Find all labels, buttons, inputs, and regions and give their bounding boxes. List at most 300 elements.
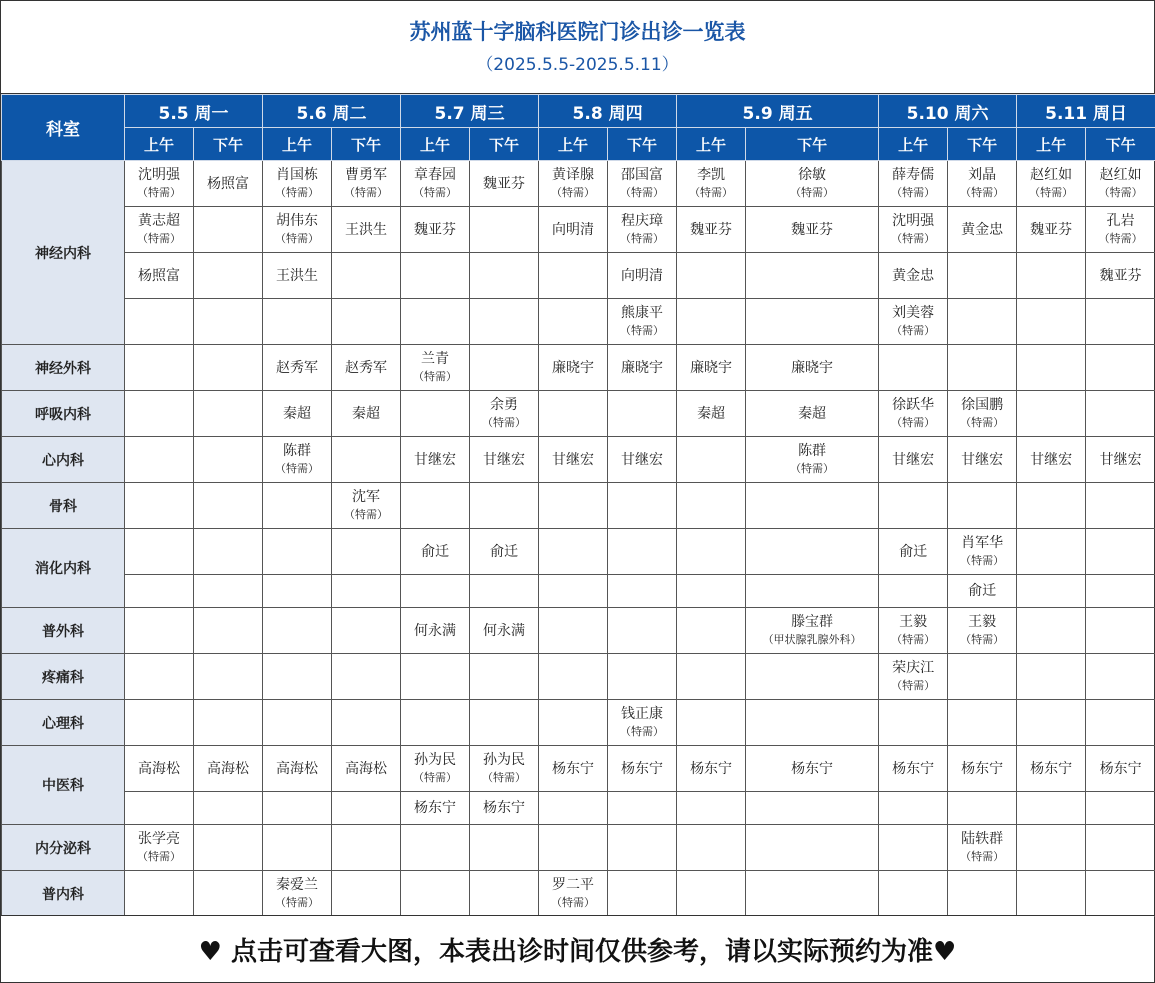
doctor-name: 李凯 xyxy=(697,167,726,183)
schedule-cell xyxy=(125,253,194,299)
doctor-name: 廉晓宇 xyxy=(621,359,664,376)
schedule-cell xyxy=(948,437,1017,483)
schedule-cell xyxy=(608,253,677,299)
department-name: 神经内科 xyxy=(2,161,125,345)
period-header-pm: 下午 xyxy=(1086,128,1155,161)
schedule-cell xyxy=(879,871,948,917)
schedule-cell xyxy=(332,792,401,825)
schedule-cell xyxy=(677,608,746,654)
clinic-type-note: （特需） xyxy=(413,771,458,784)
schedule-cell xyxy=(677,345,746,391)
schedule-cell xyxy=(539,391,608,437)
schedule-cell xyxy=(746,391,879,437)
doctor-name: 甘继宏 xyxy=(414,451,457,468)
schedule-cell xyxy=(677,253,746,299)
clinic-type-note: （特需） xyxy=(891,324,936,337)
period-header-pm: 下午 xyxy=(470,128,539,161)
schedule-cell xyxy=(263,299,332,345)
schedule-cell xyxy=(401,391,470,437)
clinic-type-note: （特需） xyxy=(960,416,1005,429)
schedule-cell xyxy=(332,437,401,483)
clinic-type-note: （特需） xyxy=(891,186,936,199)
schedule-cell xyxy=(1017,391,1086,437)
schedule-cell xyxy=(677,792,746,825)
doctor-name: 何永满 xyxy=(414,622,457,639)
schedule-cell xyxy=(194,437,263,483)
schedule-cell xyxy=(539,207,608,253)
table-row xyxy=(2,299,1155,345)
schedule-cell xyxy=(401,253,470,299)
schedule-cell xyxy=(125,207,194,253)
doctor-name: 曹勇军 xyxy=(345,167,388,183)
schedule-cell xyxy=(125,345,194,391)
schedule-cell xyxy=(1086,792,1155,825)
schedule-cell xyxy=(879,391,948,437)
schedule-cell xyxy=(1017,575,1086,608)
schedule-cell xyxy=(263,483,332,529)
schedule-cell xyxy=(677,207,746,253)
schedule-cell xyxy=(1086,299,1155,345)
schedule-cell xyxy=(194,345,263,391)
schedule-cell xyxy=(539,700,608,746)
schedule-cell xyxy=(125,871,194,917)
schedule-table xyxy=(1,94,1155,917)
doctor-name: 杨照富 xyxy=(138,267,180,284)
schedule-cell xyxy=(194,746,263,792)
schedule-cell xyxy=(677,654,746,700)
doctor-name: 黄译腺 xyxy=(552,167,595,183)
schedule-cell xyxy=(1086,654,1155,700)
doctor-name: 魏亚芬 xyxy=(690,221,733,238)
schedule-cell xyxy=(1086,345,1155,391)
table-row xyxy=(2,608,1155,654)
schedule-cell xyxy=(1086,746,1155,792)
schedule-cell xyxy=(1086,529,1155,575)
doctor-name: 廉晓宇 xyxy=(690,359,733,376)
department-name: 中医科 xyxy=(2,746,125,825)
schedule-cell xyxy=(263,345,332,391)
schedule-cell xyxy=(470,207,539,253)
doctor-name: 程庆璋 xyxy=(621,213,664,229)
schedule-cell xyxy=(1017,437,1086,483)
schedule-cell xyxy=(879,608,948,654)
schedule-cell xyxy=(608,700,677,746)
schedule-cell xyxy=(470,746,539,792)
schedule-cell xyxy=(194,792,263,825)
clinic-type-note: （特需） xyxy=(790,186,835,199)
schedule-cell xyxy=(948,253,1017,299)
schedule-cell xyxy=(539,654,608,700)
schedule-cell xyxy=(470,437,539,483)
doctor-name: 秦超 xyxy=(352,405,381,422)
doctor-name: 刘晶 xyxy=(968,167,997,183)
day-header: 5.5 周一 xyxy=(125,95,263,128)
doctor-name: 黄金忠 xyxy=(961,221,1004,238)
table-row xyxy=(2,483,1155,529)
schedule-cell xyxy=(677,299,746,345)
schedule-cell xyxy=(746,161,879,207)
schedule-cell xyxy=(746,207,879,253)
schedule-cell xyxy=(539,299,608,345)
clinic-type-note: （特需） xyxy=(275,462,320,475)
doctor-name: 杨东宁 xyxy=(414,800,457,816)
schedule-cell xyxy=(332,529,401,575)
doctor-name: 杨东宁 xyxy=(892,760,935,777)
schedule-cell xyxy=(332,654,401,700)
schedule-cell xyxy=(948,345,1017,391)
clinic-type-note: （特需） xyxy=(1098,186,1143,199)
schedule-cell xyxy=(263,871,332,917)
doctor-name: 王毅 xyxy=(968,614,997,630)
clinic-type-note: （特需） xyxy=(620,186,665,199)
schedule-cell xyxy=(948,700,1017,746)
schedule-cell xyxy=(470,529,539,575)
table-row xyxy=(2,207,1155,253)
schedule-cell xyxy=(263,437,332,483)
schedule-cell xyxy=(401,654,470,700)
schedule-cell xyxy=(746,345,879,391)
doctor-name: 秦爱兰 xyxy=(276,877,319,893)
schedule-cell xyxy=(1086,608,1155,654)
doctor-name: 熊康平 xyxy=(621,305,664,321)
doctor-name: 杨东宁 xyxy=(483,800,526,816)
schedule-cell xyxy=(332,207,401,253)
schedule-cell xyxy=(608,654,677,700)
doctor-name: 赵秀军 xyxy=(276,359,319,376)
clinic-type-note: （特需） xyxy=(344,186,389,199)
schedule-cell xyxy=(879,700,948,746)
schedule-cell xyxy=(470,700,539,746)
schedule-cell xyxy=(1017,529,1086,575)
schedule-cell xyxy=(194,483,263,529)
doctor-name: 高海松 xyxy=(345,760,388,777)
schedule-cell xyxy=(125,608,194,654)
doctor-name: 沈明强 xyxy=(138,167,180,183)
doctor-name: 魏亚芬 xyxy=(1030,221,1073,238)
doctor-name: 陆轶群 xyxy=(961,831,1004,847)
period-header-am: 上午 xyxy=(263,128,332,161)
period-header-pm: 下午 xyxy=(608,128,677,161)
schedule-cell xyxy=(332,575,401,608)
doctor-name: 孙为民 xyxy=(414,752,457,768)
table-row xyxy=(2,575,1155,608)
schedule-cell xyxy=(1017,253,1086,299)
schedule-cell xyxy=(470,871,539,917)
schedule-cell xyxy=(1017,792,1086,825)
schedule-cell xyxy=(539,345,608,391)
clinic-type-note: （特需） xyxy=(551,186,596,199)
doctor-name: 荣庆江 xyxy=(892,660,935,676)
schedule-cell xyxy=(1086,825,1155,871)
doctor-name: 魏亚芬 xyxy=(791,221,834,238)
period-header-pm: 下午 xyxy=(948,128,1017,161)
schedule-cell xyxy=(677,746,746,792)
schedule-cell xyxy=(1017,746,1086,792)
schedule-cell xyxy=(608,746,677,792)
clinic-type-note: （特需） xyxy=(137,186,181,199)
day-header: 5.11 周日 xyxy=(1017,95,1155,128)
day-header: 5.6 周二 xyxy=(263,95,401,128)
schedule-cell xyxy=(263,654,332,700)
doctor-name: 甘继宏 xyxy=(483,451,526,468)
table-row xyxy=(2,391,1155,437)
schedule-cell xyxy=(608,575,677,608)
schedule-cell xyxy=(1086,161,1155,207)
schedule-cell xyxy=(263,825,332,871)
schedule-cell xyxy=(879,792,948,825)
schedule-cell xyxy=(125,792,194,825)
table-row xyxy=(2,746,1155,792)
schedule-cell xyxy=(332,871,401,917)
schedule-cell xyxy=(401,207,470,253)
schedule-cell xyxy=(608,871,677,917)
period-header-am: 上午 xyxy=(539,128,608,161)
table-row xyxy=(2,871,1155,917)
doctor-name: 罗二平 xyxy=(552,877,595,893)
table-row xyxy=(2,529,1155,575)
schedule-cell xyxy=(1017,608,1086,654)
schedule-cell xyxy=(332,253,401,299)
schedule-cell xyxy=(746,825,879,871)
schedule-cell xyxy=(332,391,401,437)
schedule-cell xyxy=(746,700,879,746)
schedule-cell xyxy=(746,253,879,299)
doctor-name: 赵红如 xyxy=(1030,167,1073,183)
schedule-cell xyxy=(125,437,194,483)
clinic-type-note: （特需） xyxy=(275,232,320,245)
schedule-cell xyxy=(194,654,263,700)
doctor-name: 肖军华 xyxy=(961,535,1004,551)
clinic-type-note: （特需） xyxy=(891,416,936,429)
schedule-cell xyxy=(539,871,608,917)
doctor-name: 徐国鹏 xyxy=(961,397,1004,413)
clinic-type-note: （特需） xyxy=(960,554,1005,567)
schedule-cell xyxy=(948,575,1017,608)
schedule-cell xyxy=(879,299,948,345)
schedule-cell xyxy=(401,437,470,483)
schedule-cell xyxy=(948,825,1017,871)
schedule-cell xyxy=(677,161,746,207)
schedule-cell xyxy=(948,207,1017,253)
schedule-cell xyxy=(401,792,470,825)
schedule-cell xyxy=(470,253,539,299)
doctor-name: 赵红如 xyxy=(1099,167,1142,183)
table-row xyxy=(2,437,1155,483)
schedule-cell xyxy=(263,608,332,654)
clinic-type-note: （特需） xyxy=(275,186,320,199)
doctor-name: 魏亚芬 xyxy=(414,221,457,238)
schedule-cell xyxy=(194,700,263,746)
schedule-cell xyxy=(401,483,470,529)
schedule-cell xyxy=(1086,437,1155,483)
doctor-name: 余勇 xyxy=(490,397,519,413)
schedule-cell xyxy=(125,825,194,871)
schedule-cell xyxy=(539,529,608,575)
department-name: 内分泌科 xyxy=(2,825,125,871)
doctor-name: 张学亮 xyxy=(138,831,180,847)
schedule-cell xyxy=(677,825,746,871)
schedule-cell xyxy=(677,391,746,437)
schedule-cell xyxy=(263,792,332,825)
clinic-type-note: （特需） xyxy=(413,370,458,383)
doctor-name: 俞迁 xyxy=(490,543,519,560)
doctor-name: 胡伟东 xyxy=(276,213,319,229)
doctor-name: 肖国栋 xyxy=(276,167,319,183)
schedule-cell xyxy=(332,483,401,529)
clinic-type-note: （特需） xyxy=(620,232,665,245)
doctor-name: 钱正康 xyxy=(621,706,664,722)
schedule-cell xyxy=(1017,483,1086,529)
footer-notice[interactable]: ♥ 点击可查看大图，本表出诊时间仅供参考，请以实际预约为准♥ xyxy=(1,915,1154,982)
clinic-type-note: （特需） xyxy=(620,725,665,738)
schedule-cell xyxy=(948,608,1017,654)
doctor-name: 甘继宏 xyxy=(1030,451,1073,468)
doctor-name: 薛寿儒 xyxy=(892,167,935,183)
doctor-name: 甘继宏 xyxy=(892,451,935,468)
schedule-cell xyxy=(539,253,608,299)
doctor-name: 孔岩 xyxy=(1106,213,1135,229)
schedule-cell xyxy=(539,161,608,207)
schedule-cell xyxy=(470,792,539,825)
schedule-cell xyxy=(539,483,608,529)
period-header-pm: 下午 xyxy=(746,128,879,161)
schedule-cell xyxy=(608,345,677,391)
table-row xyxy=(2,345,1155,391)
schedule-cell xyxy=(194,871,263,917)
clinic-type-note: （特需） xyxy=(960,633,1005,646)
doctor-name: 俞迁 xyxy=(968,583,997,599)
period-header-am: 上午 xyxy=(1017,128,1086,161)
schedule-cell xyxy=(746,871,879,917)
doctor-name: 刘美蓉 xyxy=(892,305,935,321)
schedule-cell xyxy=(948,654,1017,700)
schedule-cell xyxy=(948,161,1017,207)
doctor-name: 徐敏 xyxy=(798,167,827,183)
period-header-pm: 下午 xyxy=(332,128,401,161)
schedule-cell xyxy=(332,299,401,345)
schedule-cell xyxy=(539,792,608,825)
schedule-cell xyxy=(608,529,677,575)
schedule-cell xyxy=(677,483,746,529)
schedule-cell xyxy=(194,608,263,654)
schedule-cell xyxy=(263,575,332,608)
schedule-cell xyxy=(125,575,194,608)
department-name: 疼痛科 xyxy=(2,654,125,700)
schedule-cell xyxy=(948,871,1017,917)
schedule-cell xyxy=(948,299,1017,345)
schedule-cell xyxy=(879,746,948,792)
doctor-name: 高海松 xyxy=(276,760,319,777)
schedule-cell xyxy=(1017,825,1086,871)
schedule-cell xyxy=(1017,299,1086,345)
clinic-type-note: （特需） xyxy=(891,232,936,245)
doctor-name: 向明清 xyxy=(552,221,595,238)
schedule-cell xyxy=(1086,207,1155,253)
schedule-cell xyxy=(263,746,332,792)
clinic-type-note: （特需） xyxy=(620,324,665,337)
doctor-name: 俞迁 xyxy=(899,543,928,560)
clinic-type-note: （特需） xyxy=(689,186,734,199)
schedule-cell xyxy=(746,299,879,345)
schedule-cell xyxy=(1086,575,1155,608)
doctor-name: 秦超 xyxy=(798,405,827,422)
schedule-cell xyxy=(401,299,470,345)
schedule-cell xyxy=(539,608,608,654)
period-header-am: 上午 xyxy=(401,128,470,161)
schedule-cell xyxy=(263,391,332,437)
doctor-name: 向明清 xyxy=(621,267,664,284)
day-header: 5.10 周六 xyxy=(879,95,1017,128)
dept-column-header: 科室 xyxy=(2,95,125,161)
doctor-name: 甘继宏 xyxy=(552,451,595,468)
schedule-cell xyxy=(263,253,332,299)
doctor-name: 甘继宏 xyxy=(621,451,664,468)
schedule-cell xyxy=(948,391,1017,437)
schedule-cell xyxy=(879,529,948,575)
schedule-cell xyxy=(608,608,677,654)
schedule-cell xyxy=(470,391,539,437)
schedule-cell xyxy=(263,207,332,253)
doctor-name: 杨东宁 xyxy=(1030,760,1073,777)
clinic-type-note: （特需） xyxy=(413,186,458,199)
doctor-name: 杨东宁 xyxy=(961,760,1004,777)
date-range: （2025.5.5-2025.5.11） xyxy=(476,55,679,75)
schedule-cell xyxy=(879,345,948,391)
schedule-cell xyxy=(746,529,879,575)
schedule-cell xyxy=(470,825,539,871)
schedule-cell xyxy=(746,575,879,608)
schedule-cell xyxy=(608,161,677,207)
schedule-cell xyxy=(401,575,470,608)
schedule-cell xyxy=(470,299,539,345)
doctor-name: 杨东宁 xyxy=(552,760,595,777)
schedule-cell xyxy=(125,746,194,792)
doctor-name: 赵秀军 xyxy=(345,359,388,376)
doctor-name: 何永满 xyxy=(483,622,526,639)
schedule-cell xyxy=(879,207,948,253)
clinic-type-note: （特需） xyxy=(344,508,389,521)
clinic-type-note: （特需） xyxy=(482,771,527,784)
clinic-type-note: （特需） xyxy=(891,679,936,692)
table-row xyxy=(2,161,1155,207)
schedule-cell xyxy=(194,825,263,871)
doctor-name: 高海松 xyxy=(138,760,180,777)
schedule-cell xyxy=(194,529,263,575)
schedule-cell xyxy=(1017,654,1086,700)
schedule-cell xyxy=(125,161,194,207)
doctor-name: 兰青 xyxy=(421,351,450,367)
schedule-cell xyxy=(879,483,948,529)
schedule-cell xyxy=(1086,871,1155,917)
schedule-cell xyxy=(746,437,879,483)
doctor-name: 陈群 xyxy=(798,443,827,459)
schedule-cell xyxy=(539,575,608,608)
schedule-cell xyxy=(608,207,677,253)
schedule-cell xyxy=(470,575,539,608)
clinic-type-note: （特需） xyxy=(482,416,527,429)
period-header-am: 上午 xyxy=(677,128,746,161)
schedule-cell xyxy=(194,391,263,437)
clinic-type-note: （特需） xyxy=(275,896,320,909)
schedule-cell xyxy=(401,700,470,746)
schedule-cell xyxy=(194,253,263,299)
schedule-cell xyxy=(677,575,746,608)
schedule-cell xyxy=(608,825,677,871)
clinic-type-note: （特需） xyxy=(551,896,596,909)
doctor-name: 王洪生 xyxy=(345,221,388,238)
doctor-name: 廉晓宇 xyxy=(552,359,595,376)
department-name: 心内科 xyxy=(2,437,125,483)
